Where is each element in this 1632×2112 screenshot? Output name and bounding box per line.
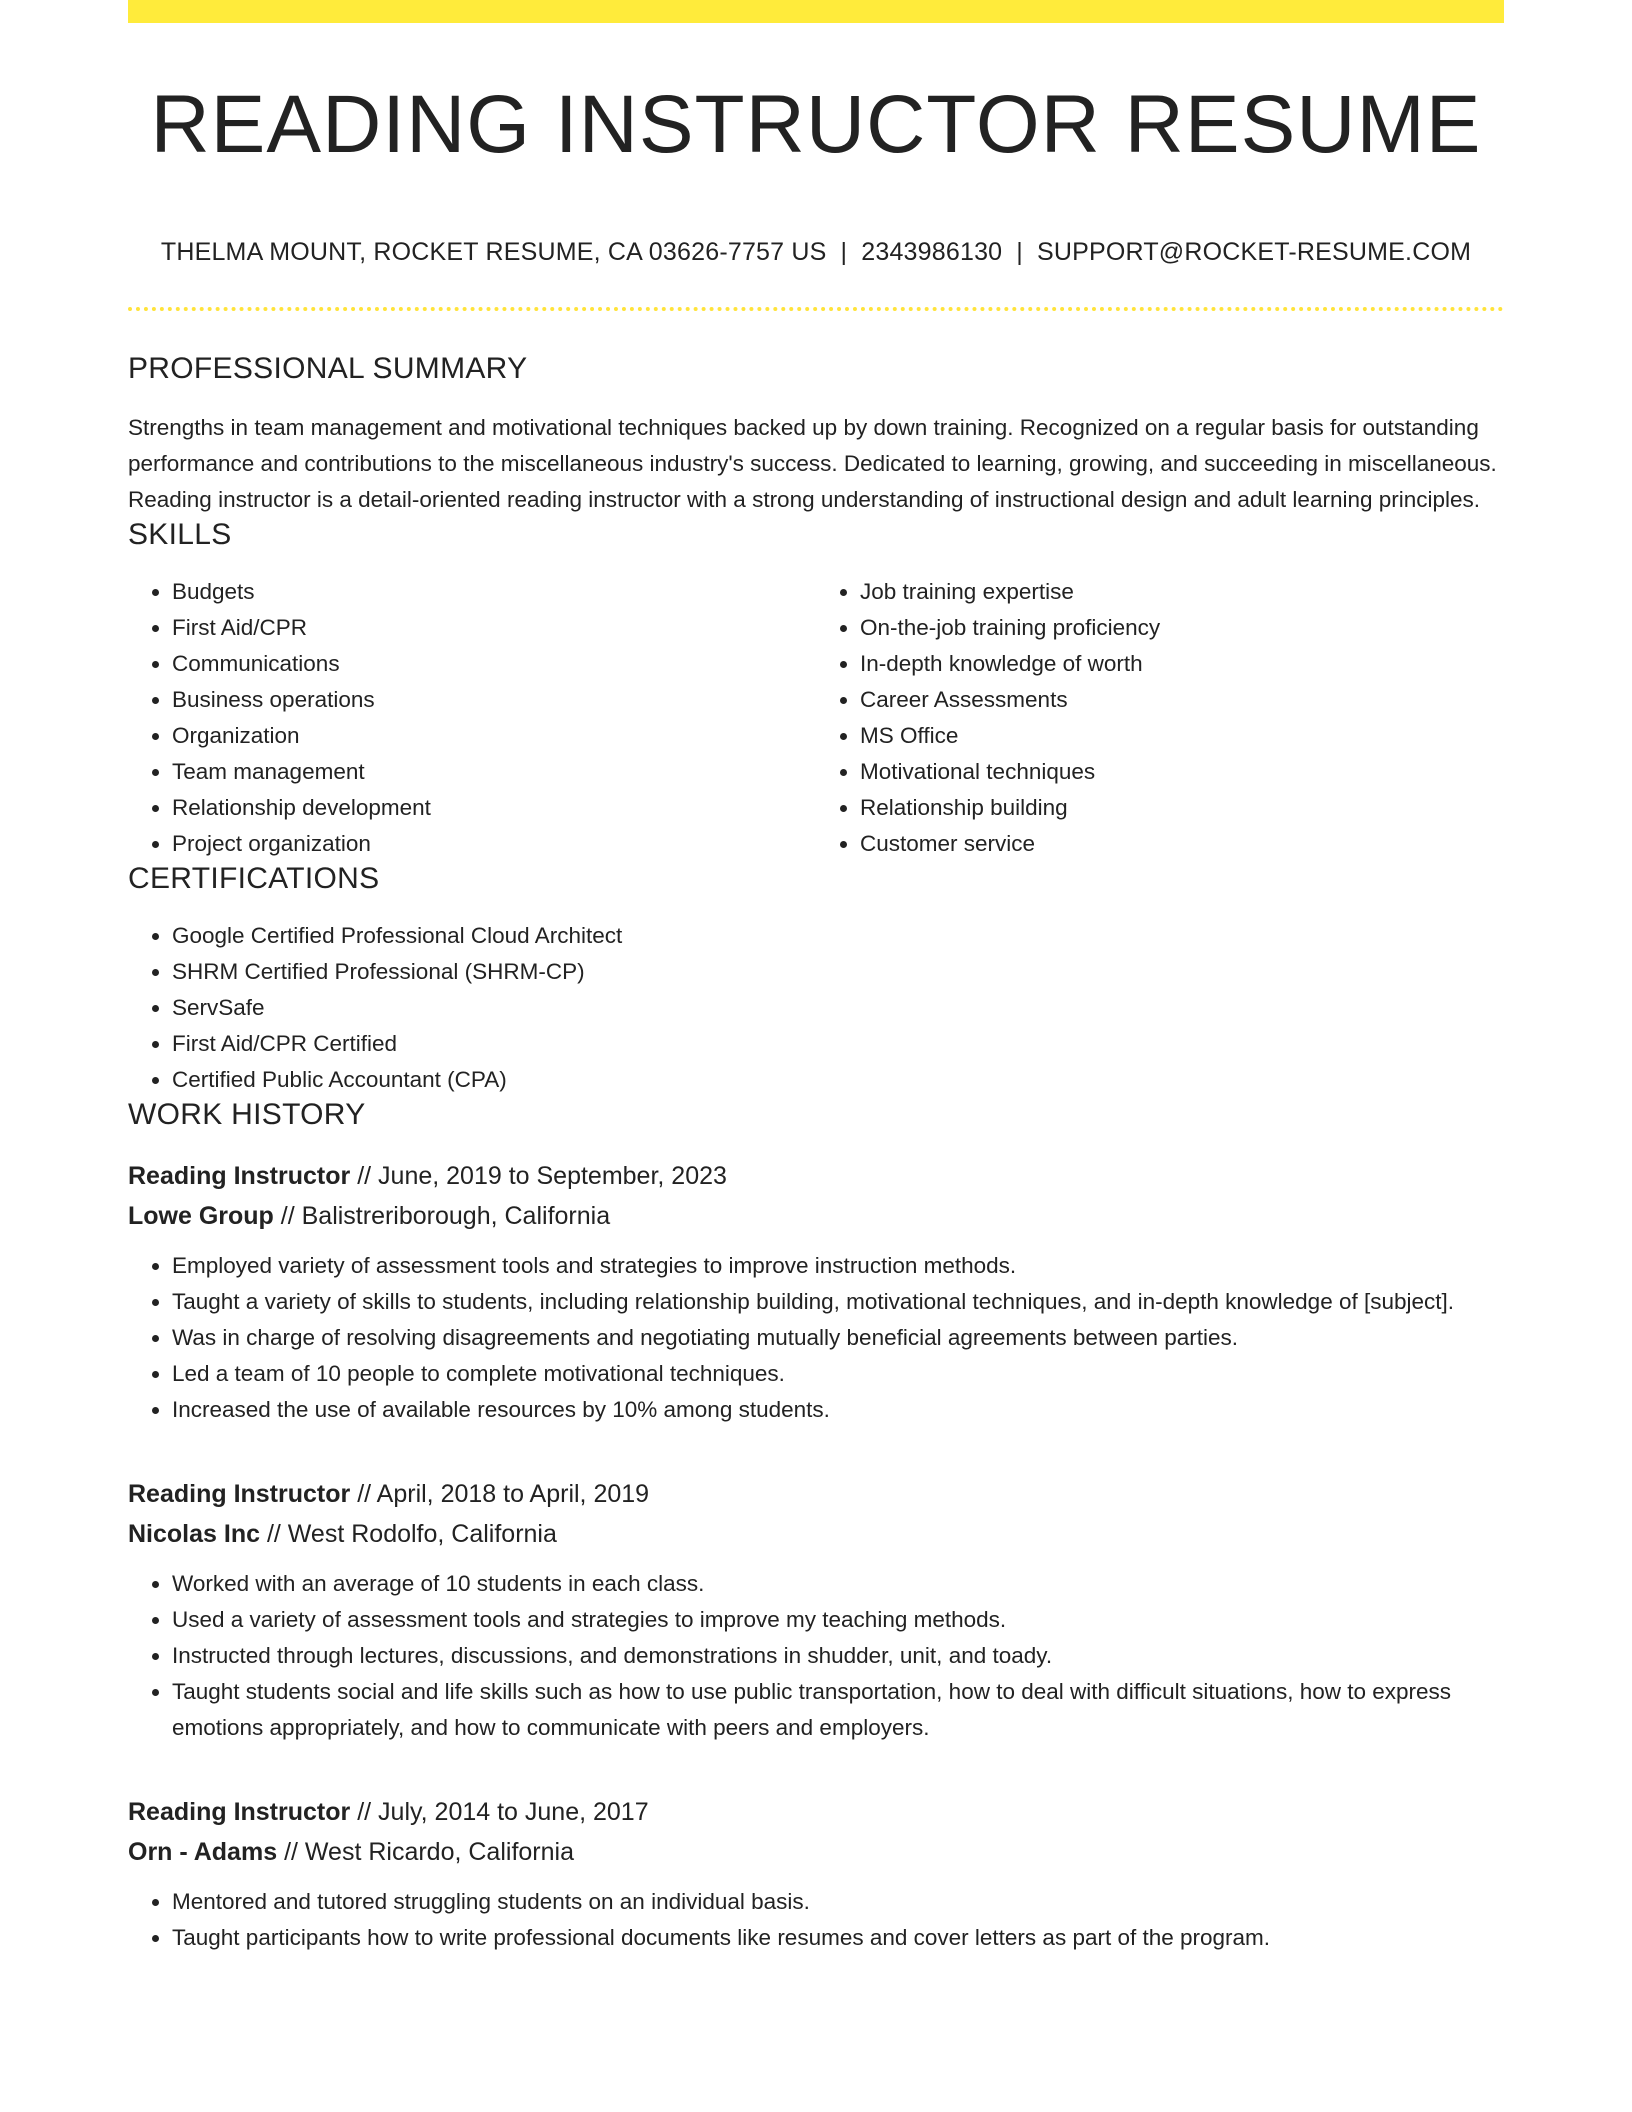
- job-title-line: [128, 1156, 1504, 1196]
- skill-item: • Relationship building: [860, 790, 1504, 826]
- work-history-heading: WORK HISTORY: [128, 1098, 366, 1131]
- job-company: Nicolas Inc: [128, 1520, 260, 1548]
- job-company-line: [128, 1196, 1504, 1236]
- job-title-line: [128, 1792, 1504, 1832]
- skill-item: • MS Office: [860, 718, 1504, 754]
- skill-item: • Communications: [172, 646, 816, 682]
- job-location: // West Rodolfo, California: [266, 1520, 557, 1548]
- dotted-divider: [128, 307, 1504, 311]
- skill-item: • Business operations: [172, 682, 816, 718]
- certifications-heading: CERTIFICATIONS: [128, 862, 380, 895]
- skill-item: • Job training expertise: [860, 574, 1504, 610]
- skill-item: • Motivational techniques: [860, 754, 1504, 790]
- certification-item: • Certified Public Accountant (CPA): [172, 1062, 1504, 1098]
- skill-item: • In-depth knowledge of worth: [860, 646, 1504, 682]
- job-title: Reading Instructor: [128, 1798, 351, 1826]
- job-title: Reading Instructor: [128, 1480, 351, 1508]
- skill-item: • Relationship development: [172, 790, 816, 826]
- job-location: // Balistreriborough, California: [280, 1202, 611, 1230]
- job-bullet: • Worked with an average of 10 students in each class.: [172, 1566, 1504, 1602]
- job-company-line: [128, 1514, 1504, 1554]
- job-bullet: • Taught students social and life skills such as how to use public transportation, how to deal with difficult situations, how to express emotions appropriately, and how to communicate with peers and employers.: [172, 1674, 1504, 1746]
- skill-item: • Organization: [172, 718, 816, 754]
- certifications-list: [128, 918, 1504, 1098]
- skill-item: • Career Assessments: [860, 682, 1504, 718]
- job-company-line: [128, 1832, 1504, 1872]
- job-bullet: • Taught participants how to write professional documents like resumes and cover letters as part of the program.: [172, 1920, 1504, 1956]
- skill-item: • Budgets: [172, 574, 816, 610]
- job-bullet: • Led a team of 10 people to complete motivational techniques.: [172, 1356, 1504, 1392]
- contact-phone: 2343986130: [861, 238, 1003, 266]
- job-bullets: [128, 1884, 1504, 1956]
- skill-item: • Project organization: [172, 826, 816, 862]
- job-dates: // June, 2019 to September, 2023: [357, 1162, 727, 1190]
- skills-columns: [128, 574, 1504, 862]
- contact-email[interactable]: SUPPORT@ROCKET-RESUME.COM: [1037, 238, 1472, 266]
- skill-item: • First Aid/CPR: [172, 610, 816, 646]
- job-dates: // July, 2014 to June, 2017: [357, 1798, 649, 1826]
- skill-item: • On-the-job training proficiency: [860, 610, 1504, 646]
- skills-list-right: [816, 574, 1504, 862]
- resume-body: [128, 352, 1504, 1956]
- job-bullet: • Employed variety of assessment tools and strategies to improve instruction methods.: [172, 1248, 1504, 1284]
- certification-item: • First Aid/CPR Certified: [172, 1026, 1504, 1062]
- skill-item: • Team management: [172, 754, 816, 790]
- job-company: Orn - Adams: [128, 1838, 278, 1866]
- summary-heading: PROFESSIONAL SUMMARY: [128, 352, 528, 385]
- job-company: Lowe Group: [128, 1202, 274, 1230]
- skills-list-left: [128, 574, 816, 862]
- job-title-line: [128, 1474, 1504, 1514]
- skill-item: • Customer service: [860, 826, 1504, 862]
- job-bullets: [128, 1566, 1504, 1746]
- certification-item: • Google Certified Professional Cloud Architect: [172, 918, 1504, 954]
- skills-heading: SKILLS: [128, 518, 232, 551]
- contact-separator: |: [840, 238, 848, 266]
- job-entry: [128, 1474, 1504, 1746]
- job-bullet: • Increased the use of available resources by 10% among students.: [172, 1392, 1504, 1428]
- job-bullet: • Used a variety of assessment tools and strategies to improve my teaching methods.: [172, 1602, 1504, 1638]
- job-location: // West Ricardo, California: [284, 1838, 574, 1866]
- job-bullet: • Was in charge of resolving disagreements and negotiating mutually beneficial agreements between parties.: [172, 1320, 1504, 1356]
- job-bullet: • Taught a variety of skills to students, including relationship building, motivational techniques, and in-depth knowledge of [subject].: [172, 1284, 1504, 1320]
- job-bullet: • Instructed through lectures, discussions, and demonstrations in shudder, unit, and toady.: [172, 1638, 1504, 1674]
- job-dates: // April, 2018 to April, 2019: [357, 1480, 650, 1508]
- contact-address: THELMA MOUNT, ROCKET RESUME, CA 03626-7757 US: [160, 238, 827, 266]
- certification-item: • SHRM Certified Professional (SHRM-CP): [172, 954, 1504, 990]
- job-bullet: • Mentored and tutored struggling students on an individual basis.: [172, 1884, 1504, 1920]
- job-entry: [128, 1156, 1504, 1428]
- top-accent-bar: [128, 0, 1504, 23]
- summary-text: Strengths in team management and motivational techniques backed up by down training. Recognized on a regular basis for outstanding performance and contributions to the miscellaneous industry's success. Dedicated to learning, growing, and succeeding in miscellaneous. Reading instructor is a detail-oriented reading instructor with a strong understanding of instructional design and adult learning principles.: [128, 415, 1497, 512]
- job-title: Reading Instructor: [128, 1162, 351, 1190]
- contact-separator: |: [1016, 238, 1023, 266]
- job-entry: [128, 1792, 1504, 1956]
- certification-item: • ServSafe: [172, 990, 1504, 1026]
- contact-line: [128, 238, 1504, 267]
- job-bullets: [128, 1248, 1504, 1428]
- page-title: READING INSTRUCTOR RESUME: [150, 79, 1482, 170]
